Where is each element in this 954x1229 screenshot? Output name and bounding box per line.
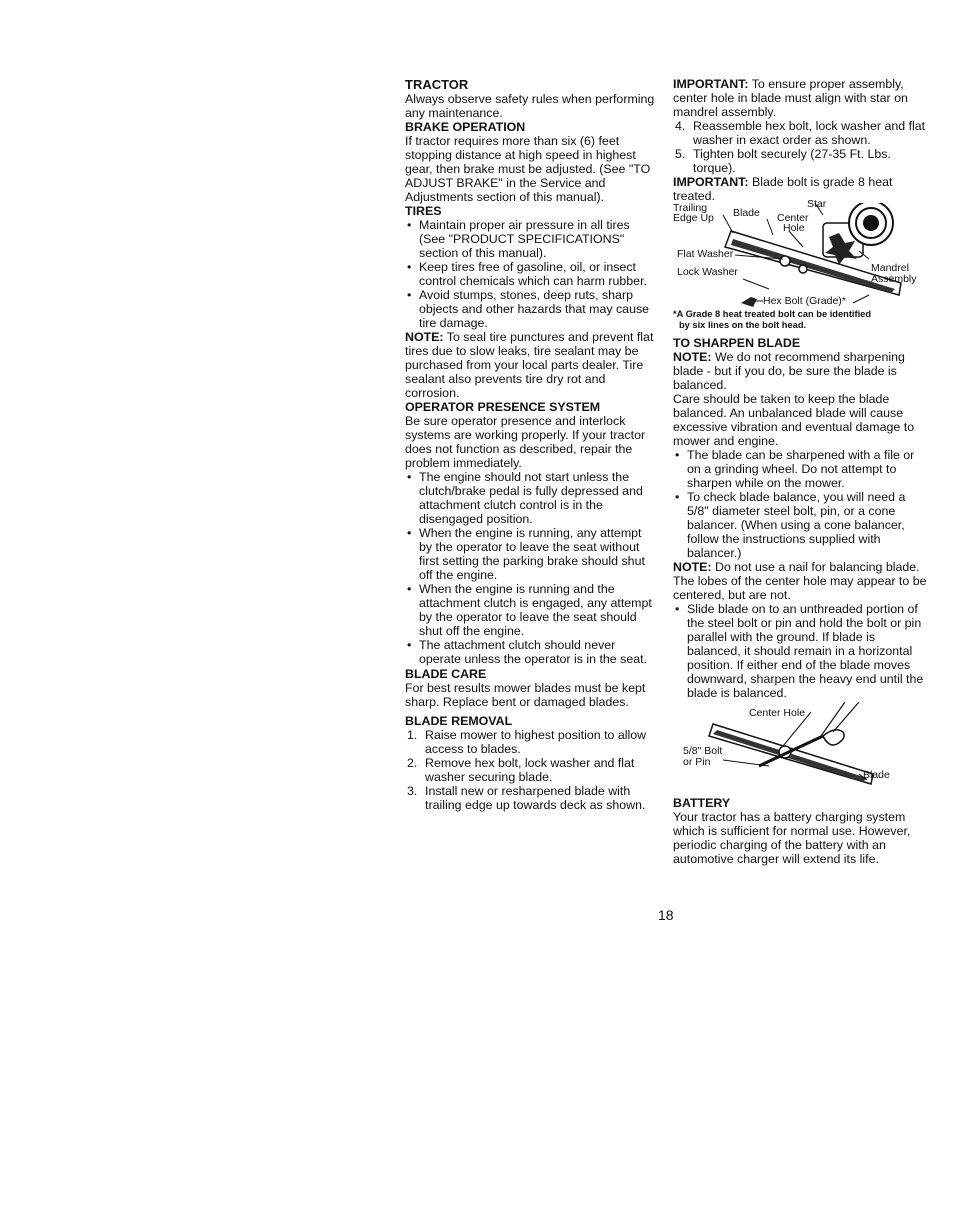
list-item: • The attachment clutch should never operate unless the operator is in the seat. [405, 638, 655, 666]
flat-washer-label: Flat Washer [677, 248, 734, 260]
trailing-label: Trailing [673, 202, 708, 214]
list-item: • To check blade balance, you will need a 5/8" diameter steel bolt, pin, or a cone balancer. (When using a cone balancer, follow the instructions supplied with balancer.) [673, 490, 928, 560]
left-column [405, 77, 655, 812]
note-text: We do not recommend sharpening blade - but if you do, be sure the blade is balanced. [673, 350, 905, 392]
balance-list [673, 602, 928, 700]
important-label: IMPORTANT: [673, 77, 749, 91]
grade-8-note-line2: by six lines on the bolt head. [679, 320, 807, 330]
list-item [405, 784, 655, 812]
blade-removal-heading: BLADE REMOVAL [405, 714, 513, 728]
battery-text: Your tractor has a battery charging system which is sufficient for normal use. However, periodic charging of the battery with an automotive charger will extend its life. [673, 810, 911, 866]
tractor-heading: TRACTOR [405, 77, 469, 92]
step-number: 5. [675, 147, 686, 161]
grade-8-note-line1: *A Grade 8 heat treated bolt can be identified [673, 309, 872, 319]
star-label: Star [807, 198, 827, 210]
important-text: To ensure proper assembly, center hole in blade must align with star on mandrel assembly. [673, 77, 908, 119]
edge-up-label: Edge Up [673, 212, 714, 224]
note-label: NOTE: [673, 560, 712, 574]
sharpen-note [673, 350, 928, 392]
hole-label: Hole [783, 222, 805, 234]
list-item [405, 756, 655, 784]
important-label: IMPORTANT: [673, 175, 749, 189]
list-item: • The blade can be sharpened with a file or on a grinding wheel. Do not attempt to sharpen while on the mower. [673, 448, 928, 490]
bolt-label: 5/8" Bolt [683, 745, 723, 757]
list-item: • Slide blade on to an unthreaded portion of the steel bolt or pin and hold the bolt or pin parallel with the ground. If blade is balanced, it should remain in a horizontal position. If either end of the blade moves downward, sharpen the heavy end until the blade is balanced. [673, 602, 928, 700]
step-text: Install new or resharpened blade with trailing edge up towards deck as shown. [425, 784, 646, 812]
lock-washer-label: Lock Washer [677, 266, 738, 278]
list-item: • When the engine is running, any attempt by the operator to leave the seat without first setting the parking brake should shut off the engine. [405, 526, 655, 582]
step-number: 4. [675, 119, 686, 133]
page-number: 18 [658, 907, 674, 923]
assembly-label: Assembly [871, 273, 917, 285]
sharpen-care-text: Care should be taken to keep the blade balanced. An unbalanced blade will cause excessive vibration and eventual damage to mower and engine. [673, 392, 915, 448]
brake-operation-text: If tractor requires more than six (6) feet stopping distance at high speed in highest gear, then brake must be adjusted. (See "TO ADJUST BRAKE" in the Service and Adjustments section of this manual). [405, 134, 651, 204]
important-text: Blade bolt is grade 8 heat treated. [673, 175, 893, 203]
step-text: Reassemble hex bolt, lock washer and flat washer in exact order as shown. [693, 119, 926, 147]
list-item [405, 728, 655, 756]
operator-presence-heading: OPERATOR PRESENCE SYSTEM [405, 400, 601, 414]
blade-care-heading: BLADE CARE [405, 667, 487, 681]
nail-note [673, 560, 928, 602]
center-label: Center [777, 212, 809, 224]
sharpen-list [673, 448, 928, 560]
sharpen-blade-heading: TO SHARPEN BLADE [673, 336, 801, 350]
tractor-intro: Always observe safety rules when performing any maintenance. [405, 92, 655, 120]
note-text: Do not use a nail for balancing blade. The lobes of the center hole may appear to be centered, but are not. [673, 560, 927, 602]
center-hole-label: Center Hole [749, 707, 806, 719]
brake-operation-heading: BRAKE OPERATION [405, 120, 526, 134]
list-item [673, 147, 928, 175]
tires-heading: TIRES [405, 204, 442, 218]
note-text: To seal tire punctures and prevent flat tires due to slow leaks, tire sealant may be purchased from your local parts dealer. Tire sealant also prevents tire dry rot and corrosion. [405, 330, 654, 400]
blade-removal-steps [405, 728, 655, 812]
list-item [673, 119, 928, 147]
note-label: NOTE: [405, 330, 444, 344]
note-label: NOTE: [673, 350, 712, 364]
list-item: • Avoid stumps, stones, deep ruts, sharp objects and other hazards that may cause tire damage. [405, 288, 655, 330]
hex-bolt-label: Hex Bolt (Grade)* [763, 295, 846, 307]
step-text: Raise mower to highest position to allow access to blades. [425, 728, 647, 756]
important-grade-8 [673, 175, 928, 203]
list-item: • When the engine is running and the attachment clutch is engaged, any attempt by the operator to leave the seat should shut off the engine. [405, 582, 655, 638]
battery-heading: BATTERY [673, 796, 731, 810]
or-pin-label: or Pin [683, 756, 711, 768]
tires-note [405, 330, 655, 400]
step-text: Tighten bolt securely (27-35 Ft. Lbs. torque). [693, 147, 891, 175]
blade-label: Blade [863, 769, 890, 781]
right-column [673, 77, 928, 866]
operator-presence-intro: Be sure operator presence and interlock systems are working properly. If your tractor does not function as described, repair the problem immediately. [405, 414, 646, 470]
list-item: • The engine should not start unless the clutch/brake pedal is fully depressed and attachment clutch control is in the disengaged position. [405, 470, 655, 526]
important-center-hole [673, 77, 928, 119]
operator-presence-list [405, 470, 655, 666]
blade-label: Blade [733, 207, 760, 219]
step-number: 1. [407, 728, 418, 742]
blade-balance-figure [673, 702, 928, 804]
tires-list [405, 218, 655, 330]
grade-8-note [673, 309, 928, 331]
step-number: 3. [407, 784, 418, 798]
list-item: • Maintain proper air pressure in all tires (See "PRODUCT SPECIFICATIONS" section of this manual). [405, 218, 655, 260]
list-item: • Keep tires free of gasoline, oil, or insect control chemicals which can harm rubber. [405, 260, 655, 288]
blade-assembly-figure [673, 198, 928, 309]
step-text: Remove hex bolt, lock washer and flat washer securing blade. [425, 756, 635, 784]
mandrel-label: Mandrel [871, 262, 909, 274]
reassembly-steps [673, 119, 928, 175]
step-number: 2. [407, 756, 418, 770]
blade-care-text: For best results mower blades must be kept sharp. Replace bent or damaged blades. [405, 681, 646, 709]
